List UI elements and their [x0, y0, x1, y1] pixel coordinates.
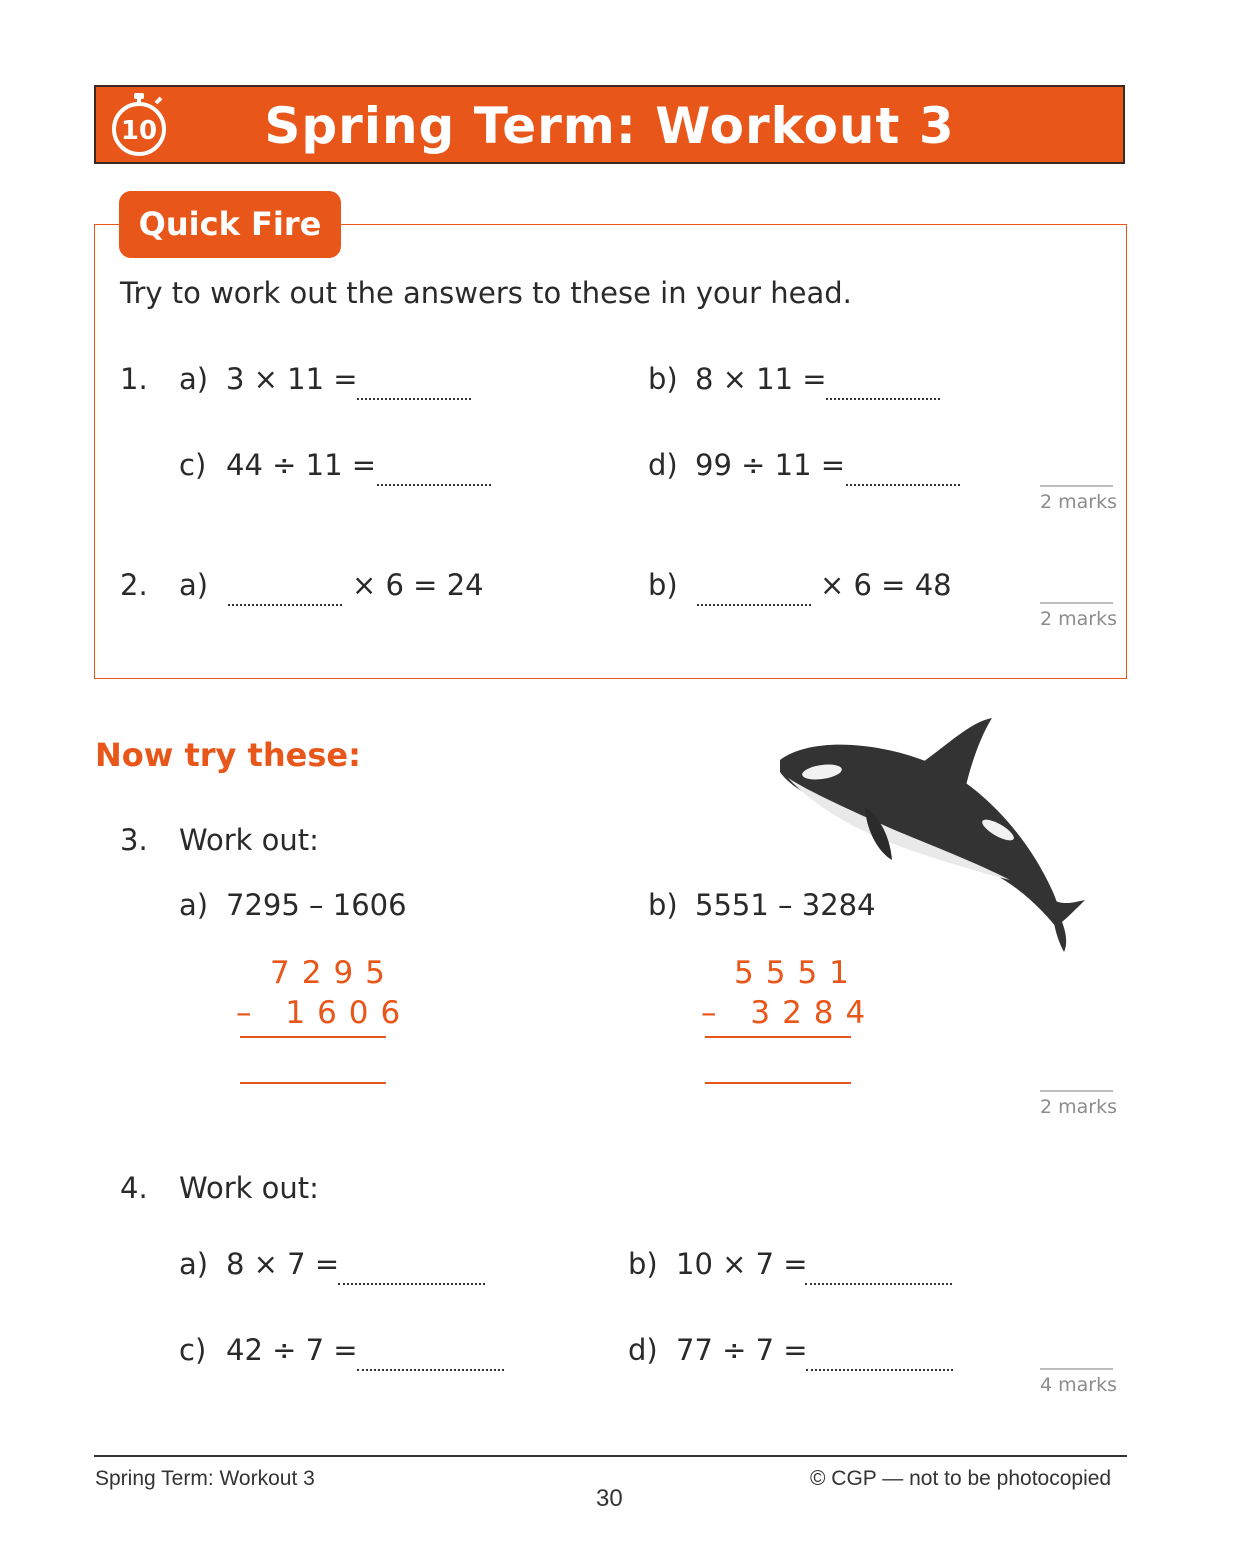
q3a-column-bottom: – 1606 — [236, 995, 413, 1031]
q4d-expression: 77 ÷ 7 = — [676, 1333, 808, 1367]
q4a-expression: 8 × 7 = — [226, 1247, 340, 1281]
q3b-column-top: 5551 — [734, 955, 861, 991]
q4-marks: 4 marks — [1040, 1374, 1117, 1396]
question-2-number: 2. — [120, 568, 148, 602]
q1b-answer-blank[interactable] — [826, 376, 940, 400]
q1-marks: 2 marks — [1040, 491, 1117, 513]
q3a-working-line — [240, 1036, 386, 1038]
q3b-column-bottom: – 3284 — [701, 995, 878, 1031]
q3a-column-top: 7295 — [270, 955, 397, 991]
q1d-label: d) — [648, 448, 678, 482]
q2a-label: a) — [179, 568, 209, 602]
now-try-heading: Now try these: — [95, 736, 361, 774]
q3-marks-line — [1040, 1090, 1113, 1092]
q4-prompt: Work out: — [179, 1171, 319, 1205]
question-4-number: 4. — [120, 1171, 148, 1205]
q1-marks-line — [1040, 485, 1113, 487]
footer-left: Spring Term: Workout 3 — [95, 1467, 315, 1490]
quick-fire-instruction: Try to work out the answers to these in your head. — [120, 276, 852, 310]
q4b-label: b) — [628, 1247, 658, 1281]
footer-divider — [94, 1455, 1127, 1457]
q3-marks: 2 marks — [1040, 1096, 1117, 1118]
title-banner — [94, 85, 1125, 164]
q4c-expression: 42 ÷ 7 = — [226, 1333, 358, 1367]
q2-marks: 2 marks — [1040, 608, 1117, 630]
svg-text:10: 10 — [120, 116, 158, 146]
q1a-label: a) — [179, 362, 209, 396]
footer-copyright: © CGP — not to be photocopied — [810, 1467, 1112, 1490]
q3b-label: b) — [648, 888, 678, 922]
q4b-expression: 10 × 7 = — [676, 1247, 808, 1281]
q3b-expression: 5551 – 3284 — [695, 888, 876, 922]
q1a-expression: 3 × 11 = — [226, 362, 358, 396]
page-title: Spring Term: Workout 3 — [264, 97, 955, 155]
q1c-expression: 44 ÷ 11 = — [226, 448, 377, 482]
page-number: 30 — [596, 1485, 623, 1512]
q2a-expression: × 6 = 24 — [352, 568, 484, 602]
q1a-answer-blank[interactable] — [357, 376, 471, 400]
q2b-label: b) — [648, 568, 678, 602]
q1c-answer-blank[interactable] — [377, 462, 491, 486]
question-3-number: 3. — [120, 823, 148, 857]
q4a-answer-blank[interactable] — [338, 1261, 485, 1285]
q1d-answer-blank[interactable] — [846, 462, 960, 486]
q4c-answer-blank[interactable] — [357, 1347, 504, 1371]
q2a-answer-blank[interactable] — [228, 582, 342, 606]
q3b-answer-line[interactable] — [705, 1082, 851, 1084]
q4-marks-line — [1040, 1368, 1113, 1370]
q1b-expression: 8 × 11 = — [695, 362, 827, 396]
q1c-label: c) — [179, 448, 207, 482]
q2b-expression: × 6 = 48 — [820, 568, 952, 602]
quick-fire-tab: Quick Fire — [119, 191, 341, 258]
q4d-answer-blank[interactable] — [806, 1347, 953, 1371]
q4a-label: a) — [179, 1247, 209, 1281]
q3a-label: a) — [179, 888, 209, 922]
q3b-working-line — [705, 1036, 851, 1038]
q2b-answer-blank[interactable] — [697, 582, 811, 606]
q1d-expression: 99 ÷ 11 = — [695, 448, 846, 482]
q3a-answer-line[interactable] — [240, 1082, 386, 1084]
q1b-label: b) — [648, 362, 678, 396]
q3-prompt: Work out: — [179, 823, 319, 857]
question-1-number: 1. — [120, 362, 148, 396]
q2-marks-line — [1040, 602, 1113, 604]
q3a-expression: 7295 – 1606 — [226, 888, 407, 922]
q4c-label: c) — [179, 1333, 207, 1367]
q4b-answer-blank[interactable] — [805, 1261, 952, 1285]
q4d-label: d) — [628, 1333, 658, 1367]
